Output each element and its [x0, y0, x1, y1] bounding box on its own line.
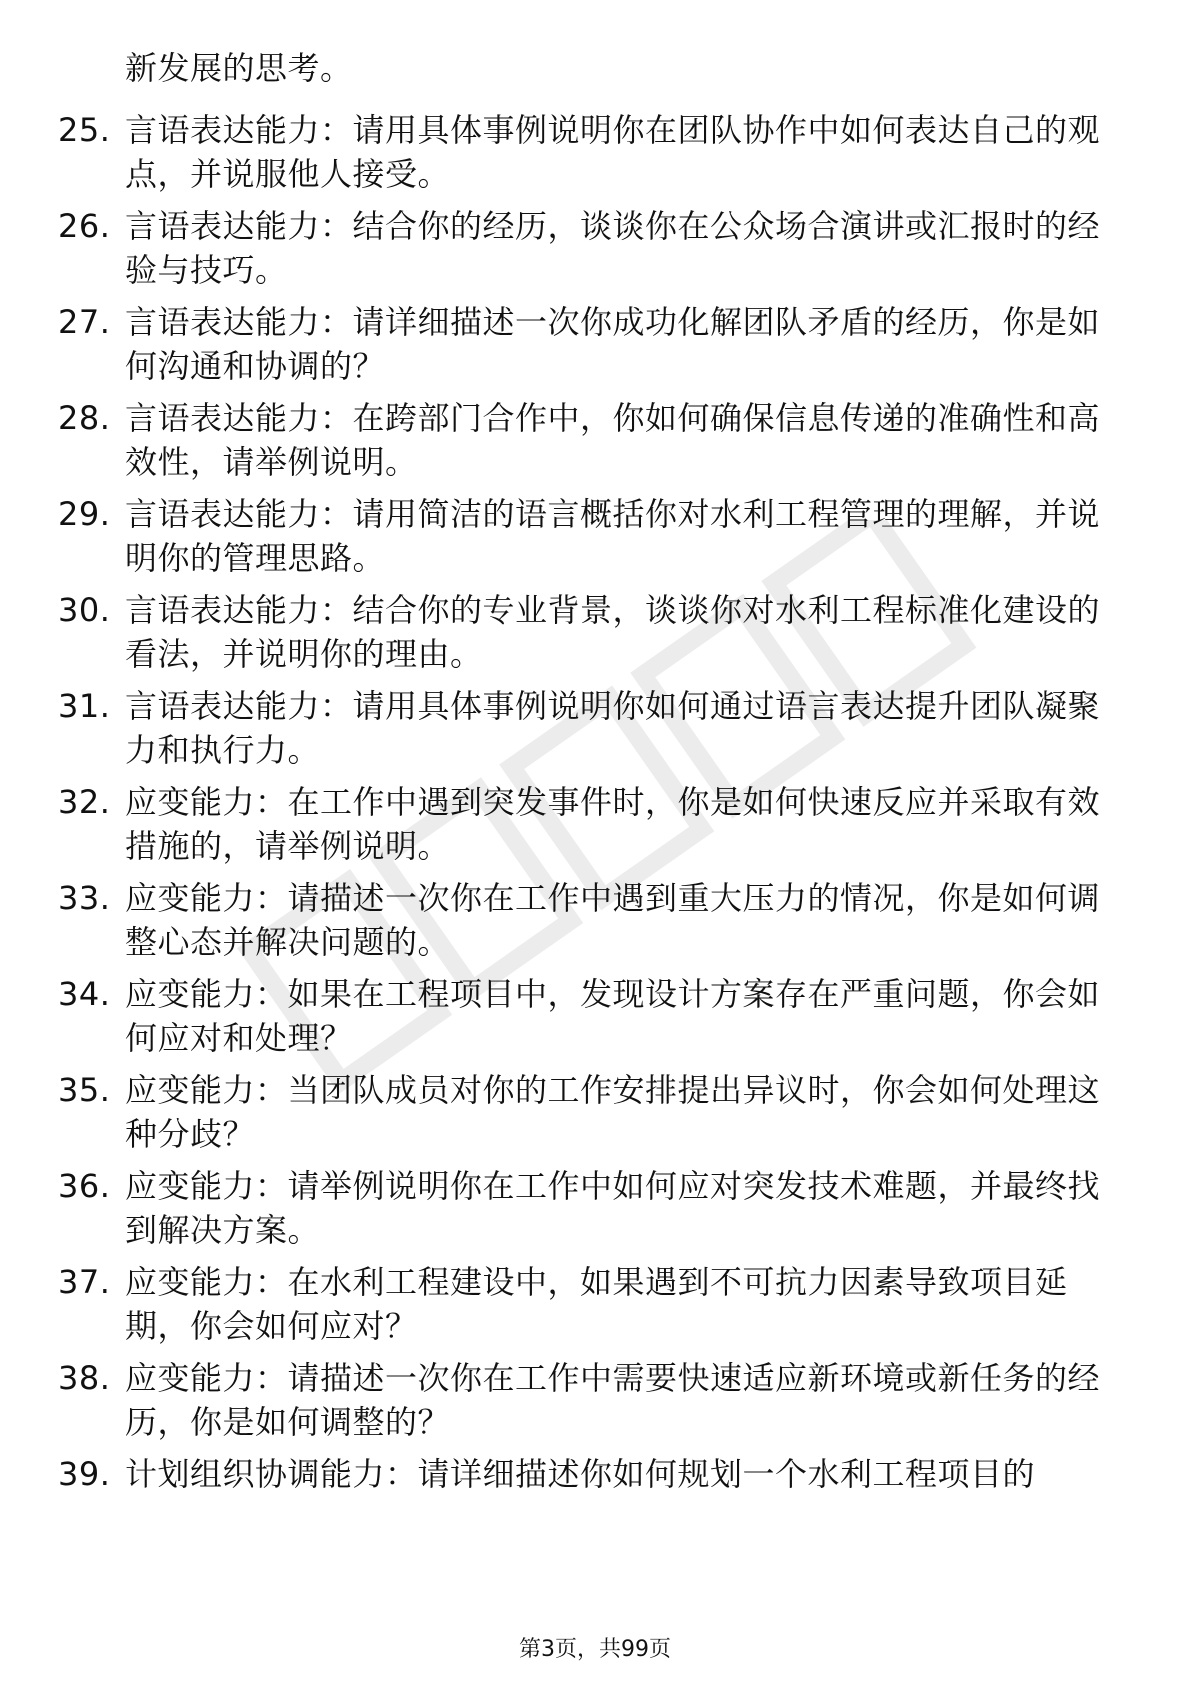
- question-item: [58, 1068, 1118, 1156]
- question-text: 应变能力：请描述一次你在工作中需要快速适应新环境或新任务的经历，你是如何调整的？: [125, 1359, 1101, 1441]
- question-item: [58, 972, 1118, 1060]
- question-item: [58, 204, 1118, 292]
- question-text: 言语表达能力：结合你的专业背景，谈谈你对水利工程标准化建设的看法，并说明你的理由。: [125, 591, 1101, 673]
- question-number: 29.: [58, 495, 111, 533]
- question-text: 言语表达能力：请用简洁的语言概括你对水利工程管理的理解，并说明你的管理思路。: [125, 495, 1101, 577]
- question-item: [58, 108, 1118, 196]
- question-text: 应变能力：请举例说明你在工作中如何应对突发技术难题，并最终找到解决方案。: [125, 1167, 1101, 1249]
- question-text: 言语表达能力：请用具体事例说明你在团队协作中如何表达自己的观点，并说服他人接受。: [125, 111, 1101, 193]
- question-text: 计划组织协调能力：请详细描述你如何规划一个水利工程项目的: [125, 1455, 1036, 1493]
- question-text: 应变能力：在工作中遇到突发事件时，你是如何快速反应并采取有效措施的，请举例说明。: [125, 783, 1101, 865]
- question-item: [58, 780, 1118, 868]
- question-text: 应变能力：在水利工程建设中，如果遇到不可抗力因素导致项目延期，你会如何应对？: [125, 1263, 1068, 1345]
- question-number: 34.: [58, 975, 111, 1013]
- question-item: [58, 1356, 1118, 1444]
- question-number: 31.: [58, 687, 111, 725]
- question-item: [58, 1260, 1118, 1348]
- question-text: 应变能力：当团队成员对你的工作安排提出异议时，你会如何处理这种分歧？: [125, 1071, 1101, 1153]
- question-item: [58, 300, 1118, 388]
- question-text: 应变能力：如果在工程项目中，发现设计方案存在严重问题，你会如何应对和处理？: [125, 975, 1101, 1057]
- question-number: 33.: [58, 879, 111, 917]
- continuation-line: [58, 46, 1118, 90]
- question-number: 28.: [58, 399, 111, 437]
- question-text: 言语表达能力：结合你的经历，谈谈你在公众场合演讲或汇报时的经验与技巧。: [125, 207, 1101, 289]
- question-item: [58, 684, 1118, 772]
- question-item: [58, 876, 1118, 964]
- question-number: 35.: [58, 1071, 111, 1109]
- question-text: 应变能力：请描述一次你在工作中遇到重大压力的情况，你是如何调整心态并解决问题的。: [125, 879, 1101, 961]
- question-text: 言语表达能力：请用具体事例说明你如何通过语言表达提升团队凝聚力和执行力。: [125, 687, 1101, 769]
- question-item: [58, 588, 1118, 676]
- question-number: 32.: [58, 783, 111, 821]
- page-footer: 第3页，共99页: [519, 1637, 671, 1662]
- question-text: 言语表达能力：请详细描述一次你成功化解团队矛盾的经历，你是如何沟通和协调的？: [125, 303, 1101, 385]
- question-number: 37.: [58, 1263, 111, 1301]
- question-item: [58, 1164, 1118, 1252]
- continuation-text: 新发展的思考。: [125, 49, 353, 87]
- question-number: 26.: [58, 207, 111, 245]
- question-item: [58, 492, 1118, 580]
- question-number: 38.: [58, 1359, 111, 1397]
- question-item: [58, 396, 1118, 484]
- question-item: [58, 1452, 1118, 1496]
- question-number: 30.: [58, 591, 111, 629]
- question-text: 言语表达能力：在跨部门合作中，你如何确保信息传递的准确性和高效性，请举例说明。: [125, 399, 1101, 481]
- question-number: 25.: [58, 111, 111, 149]
- question-number: 27.: [58, 303, 111, 341]
- question-number: 36.: [58, 1167, 111, 1205]
- question-number: 39.: [58, 1455, 111, 1493]
